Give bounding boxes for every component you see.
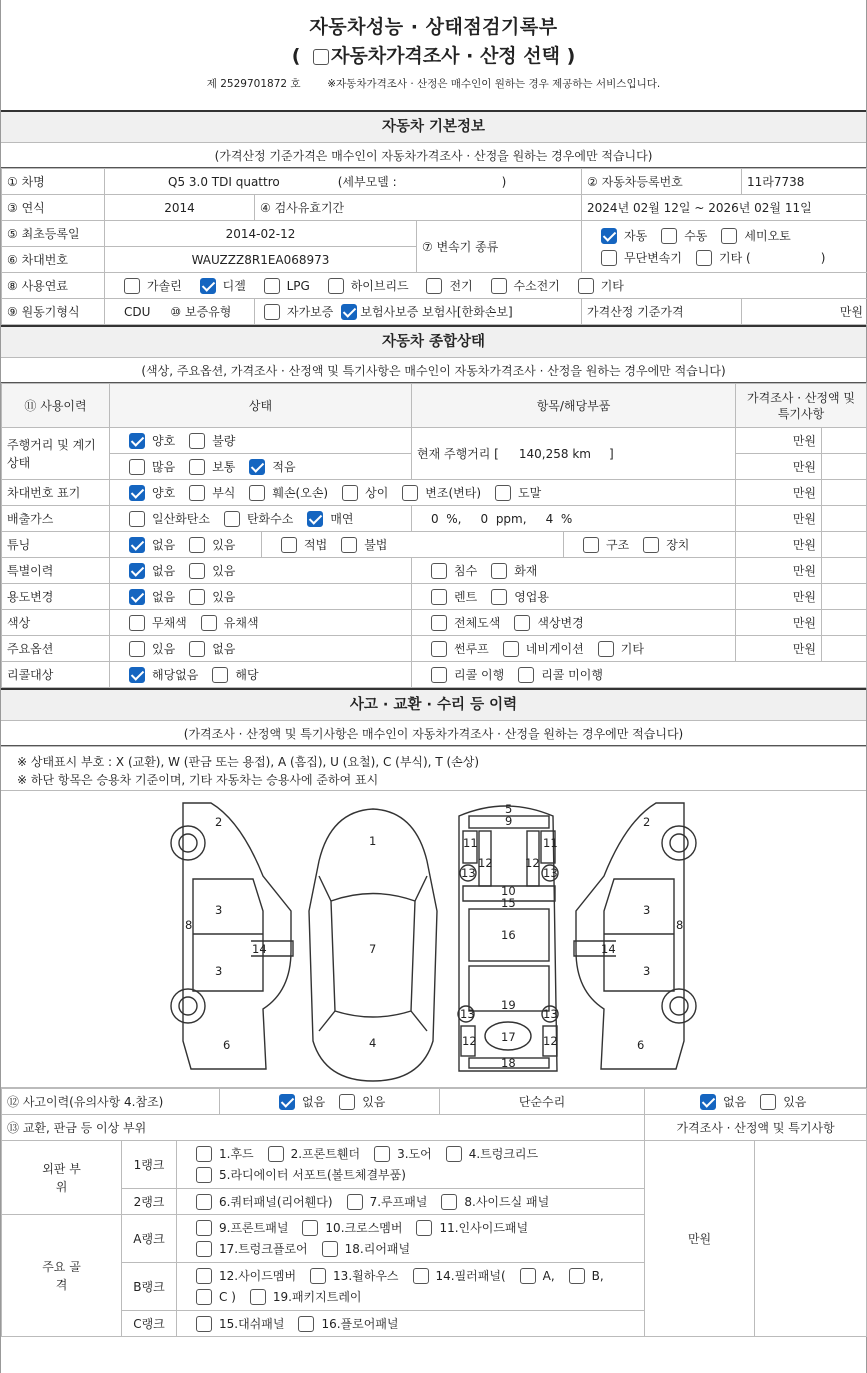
recall-applies-checkbox[interactable] [212,667,228,683]
diagram-num-9: 9 [505,814,513,828]
section-overall-title: 자동차 종합상태 [1,325,866,357]
warranty-insurer-checkbox[interactable] [341,304,357,320]
label-inspect: ④ 검사유효기간 [255,195,582,221]
label-first-reg: ⑤ 최초등록일 [2,221,105,247]
vin-altered-checkbox[interactable] [402,485,418,501]
basic-info-table: ① 차명 Q5 3.0 TDI quattro (세부모델 : ) ② 자동차등록번호 11라7738 ③ 연식 2014 ④ 검사유효기간 2024년 02월 12일 ~ 2026년 02월 11일 ⑤ 최초등록일 2014-02-12 ⑦ 변속기 종류 자동 수동 세미오토 무단변속기 기타 ( ) ⑥ 차대번호 WAUZZZ8R1EA068973 ⑧ 사용연료 가솔린 디젤 LPG 하이브리드 전기 수소전기 기타 ⑨ 원동기형식 CDU ⑩ 보증유형 자가보증 보험사보증 보험사[한화손보] 가격산정 기준가격 만원 [1,168,867,325]
fuel-electric-checkbox[interactable] [426,278,442,294]
diagram-num-7: 7 [369,942,377,956]
mileage-normal-checkbox[interactable] [189,459,205,475]
business-checkbox[interactable] [491,589,507,605]
left-side-view [171,803,293,1069]
document-header [1,0,866,110]
price-check-checkbox[interactable] [313,49,329,65]
part-dashpanel-checkbox[interactable] [196,1316,212,1332]
gas-smoke-checkbox[interactable] [307,511,323,527]
diagram-num-18: 18 [501,1056,516,1070]
diagram-num-11b: 11 [543,836,558,850]
special-exist-checkbox[interactable] [189,563,205,579]
rent-checkbox[interactable] [431,589,447,605]
document-number-line [1,76,866,91]
part-sidemember-checkbox[interactable] [196,1268,212,1284]
diagram-num-12b: 12 [525,856,540,870]
diagram-num-3: 3 [215,903,223,917]
options-none-checkbox[interactable] [189,641,205,657]
diagram-num-14r: 14 [601,942,616,956]
part-wheelhouse-checkbox[interactable] [310,1268,326,1284]
diagram-num-3r: 3 [643,903,651,917]
pillar-c-checkbox[interactable] [196,1289,212,1305]
notice: ※자동차가격조사 · 산정은 매수인이 원하는 경우 제공하는 서비스입니다. [327,78,661,90]
mileage-few-checkbox[interactable] [249,459,265,475]
gas-co-checkbox[interactable] [129,511,145,527]
diagram-num-12: 12 [478,856,493,870]
first-reg: 2014-02-12 [105,221,417,247]
diagram-num-13: 13 [461,866,476,880]
special-none-checkbox[interactable] [129,563,145,579]
accident-table: ⑫ 사고이력(유의사항 4.참조) 없음 있음 단순수리 없음 있음 ⑬ 교환, 판금 등 이상 부위 가격조사 · 산정액 및 특기사항 외판 부위 1랭크 1.후드 2.프론트휀더 3.도어 4.트렁크리드 5.라디에이터 서포트(볼트체결부품) 만원 2랭크 6.쿼터패널(리어휀다) 7.루프패널 8.사이드실 패널 주요 골격 A랭크 9.프론트패널 10.크로스멤버 11.인사이드패널 17.트렁크플로어 18.리어패널 B랭크 12.사이드멤버 13.휠하우스 14.필러패널( A, B, C ) 19.패키지트레이 C랭크 15.대쉬패널 16.플로어패널 [1,1088,867,1337]
label-car-name: ① 차명 [2,169,105,195]
label-transmission: ⑦ 변속기 종류 [417,221,582,273]
inspect-period: 2024년 02월 12일 ~ 2026년 02월 11일 [582,195,867,221]
tuning-legal-checkbox[interactable] [281,537,297,553]
part-radiator-checkbox[interactable] [196,1167,212,1183]
section-overall-note: (색상, 주요옵션, 가격조사 · 산정액 및 특기사항은 매수인이 자동차가격조사 · 산정을 원하는 경우에만 적습니다) [1,357,866,383]
document-number: 제 2529701872 호 [206,78,301,90]
tuning-none-checkbox[interactable] [129,537,145,553]
label-vin: ⑥ 차대번호 [2,247,105,273]
options-exist-checkbox[interactable] [129,641,145,657]
achromatic-checkbox[interactable] [129,615,145,631]
gas-hc-checkbox[interactable] [224,511,240,527]
fuel-gasoline-checkbox[interactable] [124,278,140,294]
label-price: 가격산정 기준가격 [582,299,742,325]
diagram-num-8: 8 [185,918,193,932]
part-quarter-checkbox[interactable] [196,1194,212,1210]
part-fender-checkbox[interactable] [268,1146,284,1162]
diagram-num-13c: 13 [460,1007,475,1021]
year: 2014 [105,195,255,221]
vin: WAUZZZ8R1EA068973 [105,247,417,273]
diagram-num-17: 17 [501,1030,516,1044]
label-year: ③ 연식 [2,195,105,221]
part-frontpanel-checkbox[interactable] [196,1220,212,1236]
diagram-num-10: 10 [501,884,516,898]
diagram-num-2r: 2 [643,815,651,829]
diagram-num-3b: 3 [215,964,223,978]
accident-exist-checkbox[interactable] [339,1094,355,1110]
mileage-bad-checkbox[interactable] [189,433,205,449]
mileage-good-checkbox[interactable] [129,433,145,449]
diagram-num-13d: 13 [543,1007,558,1021]
diagram-num-4: 4 [369,1036,377,1050]
diagram-num-19: 19 [501,998,516,1012]
chromatic-checkbox[interactable] [201,615,217,631]
part-insidepanel-checkbox[interactable] [416,1220,432,1236]
recall-done-checkbox[interactable] [431,667,447,683]
part-pillar-checkbox[interactable] [413,1268,429,1284]
warranty-self-checkbox[interactable] [264,304,280,320]
car-diagram [1,790,866,1088]
fuel-lpg-checkbox[interactable] [264,278,280,294]
trans-semi-checkbox[interactable] [721,228,737,244]
recall-na-checkbox[interactable] [129,667,145,683]
document-subtitle: ( 자동차가격조사 · 산정 선택 ) [291,45,576,67]
part-floorpanel-checkbox[interactable] [298,1316,314,1332]
fuel-hybrid-checkbox[interactable] [328,278,344,294]
price-unit: 만원 [742,299,867,325]
fuel-hydrogen-checkbox[interactable] [491,278,507,294]
navi-checkbox[interactable] [503,641,519,657]
fuel-other-checkbox[interactable] [578,278,594,294]
engine: CDU [124,305,151,319]
right-side-view [574,803,696,1069]
car-diagram-svg [1,791,866,1087]
part-crossmember-checkbox[interactable] [302,1220,318,1236]
vin-smeared-checkbox[interactable] [495,485,511,501]
colorchange-checkbox[interactable] [514,615,530,631]
car-name: Q5 3.0 TDI quattro [168,175,280,189]
vin-good-checkbox[interactable] [129,485,145,501]
diagram-num-3rb: 3 [643,964,651,978]
trans-auto-checkbox[interactable] [601,228,617,244]
vin-damage-checkbox[interactable] [249,485,265,501]
trans-manual-checkbox[interactable] [661,228,677,244]
diagram-num-12d: 12 [543,1034,558,1048]
usage-none-checkbox[interactable] [129,589,145,605]
diagram-num-2: 2 [215,815,223,829]
trans-other-checkbox[interactable] [696,250,712,266]
tuning-exist-checkbox[interactable] [189,537,205,553]
diagram-num-8r: 8 [676,918,684,932]
mileage-many-checkbox[interactable] [129,459,145,475]
gas-values: 0 %, 0 ppm, 4 % [431,511,573,526]
part-roof-checkbox[interactable] [347,1194,363,1210]
usage-exist-checkbox[interactable] [189,589,205,605]
section-accident-title: 사고 · 교환 · 수리 등 이력 [1,688,866,720]
part-door-checkbox[interactable] [374,1146,390,1162]
part-packagetray-checkbox[interactable] [250,1289,266,1305]
flood-checkbox[interactable] [431,563,447,579]
part-sidesill-checkbox[interactable] [441,1194,457,1210]
odometer-value: 140,258 km [518,447,591,461]
pillar-b-checkbox[interactable] [569,1268,585,1284]
diagram-num-14: 14 [252,942,267,956]
diagram-num-6: 6 [223,1038,231,1052]
section-accident-note: (가격조사 · 산정액 및 특기사항은 매수인이 자동차가격조사 · 산정을 원하는 경우에만 적습니다) [1,720,866,746]
label-reg-no: ② 자동차등록번호 [582,169,742,195]
sunroof-checkbox[interactable] [431,641,447,657]
vin-corrosion-checkbox[interactable] [189,485,205,501]
options-other-checkbox[interactable] [598,641,614,657]
tuning-device-checkbox[interactable] [643,537,659,553]
diagram-num-1: 1 [369,834,377,848]
tuning-struct-checkbox[interactable] [583,537,599,553]
document-title: 자동차성능 · 상태점검기록부 [309,16,558,38]
fire-checkbox[interactable] [491,563,507,579]
recall-not-checkbox[interactable] [518,667,534,683]
section-basic-title: 자동차 기본정보 [1,110,866,142]
label-engine: ⑨ 원동기형식 [2,299,105,325]
reg-no: 11라7738 [742,169,867,195]
diagram-num-5: 5 [505,802,513,816]
part-trunkfloor-checkbox[interactable] [196,1241,212,1257]
fuel-diesel-checkbox[interactable] [200,278,216,294]
section-basic-note: (가격산정 기준가격은 매수인이 자동차가격조사 · 산정을 원하는 경우에만 적습니다) [1,142,866,168]
part-trunk-checkbox[interactable] [446,1146,462,1162]
diagram-num-16: 16 [501,928,516,942]
diagram-labels [185,802,683,1070]
overall-table: ⑪ 사용이력 상태 항목/해당부품 가격조사 · 산정액 및 특기사항 주행거리 및 계기상태 양호 불량 현재 주행거리 [ 140,258 km ] 만원 많음 보통 적음 만원 차대번호 표기 양호 부식 훼손(오손) 상이 변조(변타) 도말 만원 배출가스 일산화탄소 탄화수소 매연 0 %, 0 ppm, 4 % 만원 튜닝 없음 있음 적법 불법 구조 장치 만원 특별이력 없음 있음 침수 화재 만원 용도변경 없음 있음 렌트 영업용 만원 색상 무채색 유채색 전체도색 색상변경 만원 주요옵션 있음 없음 썬루프 네비게이션 기타 만원 리콜대상 해당없음 해당 리콜 이행 리콜 미이행 [1,383,867,688]
legend: ※ 상태표시 부호 : X (교환), W (판금 또는 용접), A (흠집), U (요철), C (부식), T (손상) ※ 하단 항목은 승용차 기준이며, 기타 자동차는 승용사에 준하여 표시 [1,746,866,790]
fullpaint-checkbox[interactable] [431,615,447,631]
trans-cvt-checkbox[interactable] [601,250,617,266]
vin-mismatch-checkbox[interactable] [342,485,358,501]
diagram-num-13b: 13 [543,866,558,880]
label-fuel: ⑧ 사용연료 [2,273,105,299]
simple-exist-checkbox[interactable] [760,1094,776,1110]
part-hood-checkbox[interactable] [196,1146,212,1162]
simple-none-checkbox[interactable] [700,1094,716,1110]
part-rearpanel-checkbox[interactable] [322,1241,338,1257]
diagram-num-15: 15 [501,896,516,910]
pillar-a-checkbox[interactable] [520,1268,536,1284]
tuning-illegal-checkbox[interactable] [341,537,357,553]
accident-none-checkbox[interactable] [279,1094,295,1110]
diagram-num-6r: 6 [637,1038,645,1052]
diagram-num-12c: 12 [462,1034,477,1048]
diagram-num-11: 11 [463,836,478,850]
